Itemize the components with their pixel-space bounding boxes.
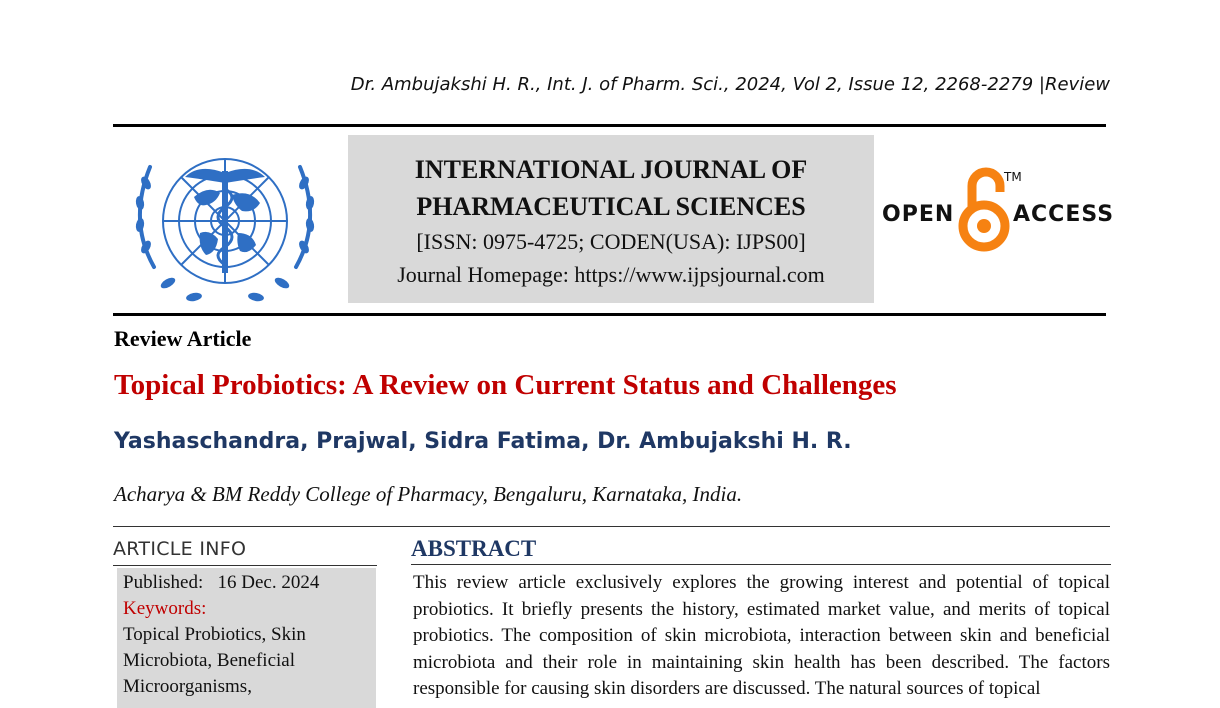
- abstract-text: This review article exclusively explores the growing interest and potential of topical probiotics. It briefly presents the history, estimated market value, and merits of topical probiotics. The composition of skin microbiota, interaction between skin and beneficial microbiota and their role in maintaining skin health has been described. The factors responsible for causing skin disorders are discussed. The natural sources of topical: [413, 572, 1110, 699]
- running-head: Dr. Ambujakshi H. R., Int. J. of Pharm. Sci., 2024, Vol 2, Issue 12, 2268-2279 |Review: [350, 74, 1110, 95]
- journal-name: [348, 151, 874, 225]
- journal-emblem-icon: [124, 137, 326, 307]
- open-access-logo: [880, 166, 1115, 252]
- author-affiliation: Acharya & BM Reddy College of Pharmacy, Bengaluru, Karnataka, India.: [114, 482, 743, 506]
- abstract-rule: [411, 564, 1111, 565]
- article-info-heading: ARTICLE INFO: [113, 538, 247, 560]
- abstract-heading: ABSTRACT: [411, 536, 537, 561]
- author-list: Yashaschandra, Prajwal, Sidra Fatima, Dr. Ambujakshi H. R.: [114, 429, 852, 454]
- journal-homepage: Journal Homepage: https://www.ijpsjournal.com: [397, 262, 825, 287]
- journal-name-line-2: PHARMACEUTICAL SCIENCES: [416, 192, 806, 221]
- open-access-word-open: OPEN: [882, 202, 955, 227]
- published-date: Published: 16 Dec. 2024: [123, 572, 320, 593]
- article-info-rule: [113, 565, 377, 566]
- keywords-label: Keywords:: [123, 598, 207, 619]
- journal-masthead: [348, 135, 874, 303]
- article-title: Topical Probiotics: A Review on Current Status and Challenges: [114, 369, 897, 401]
- keywords-list: Topical Probiotics, Skin Microbiota, Beneficial Microorganisms,: [123, 624, 306, 697]
- section-divider: [113, 526, 1110, 527]
- article-info-box: [117, 568, 376, 708]
- trademark-mark: TM: [1004, 170, 1022, 184]
- header-rule-bottom: [113, 313, 1106, 316]
- article-type: Review Article: [114, 326, 252, 351]
- journal-name-line-1: INTERNATIONAL JOURNAL OF: [414, 155, 808, 184]
- header-rule-top: [113, 124, 1106, 127]
- open-access-word-access: ACCESS: [1013, 202, 1115, 227]
- journal-issn: [ISSN: 0975-4725; CODEN(USA): IJPS00]: [416, 229, 806, 254]
